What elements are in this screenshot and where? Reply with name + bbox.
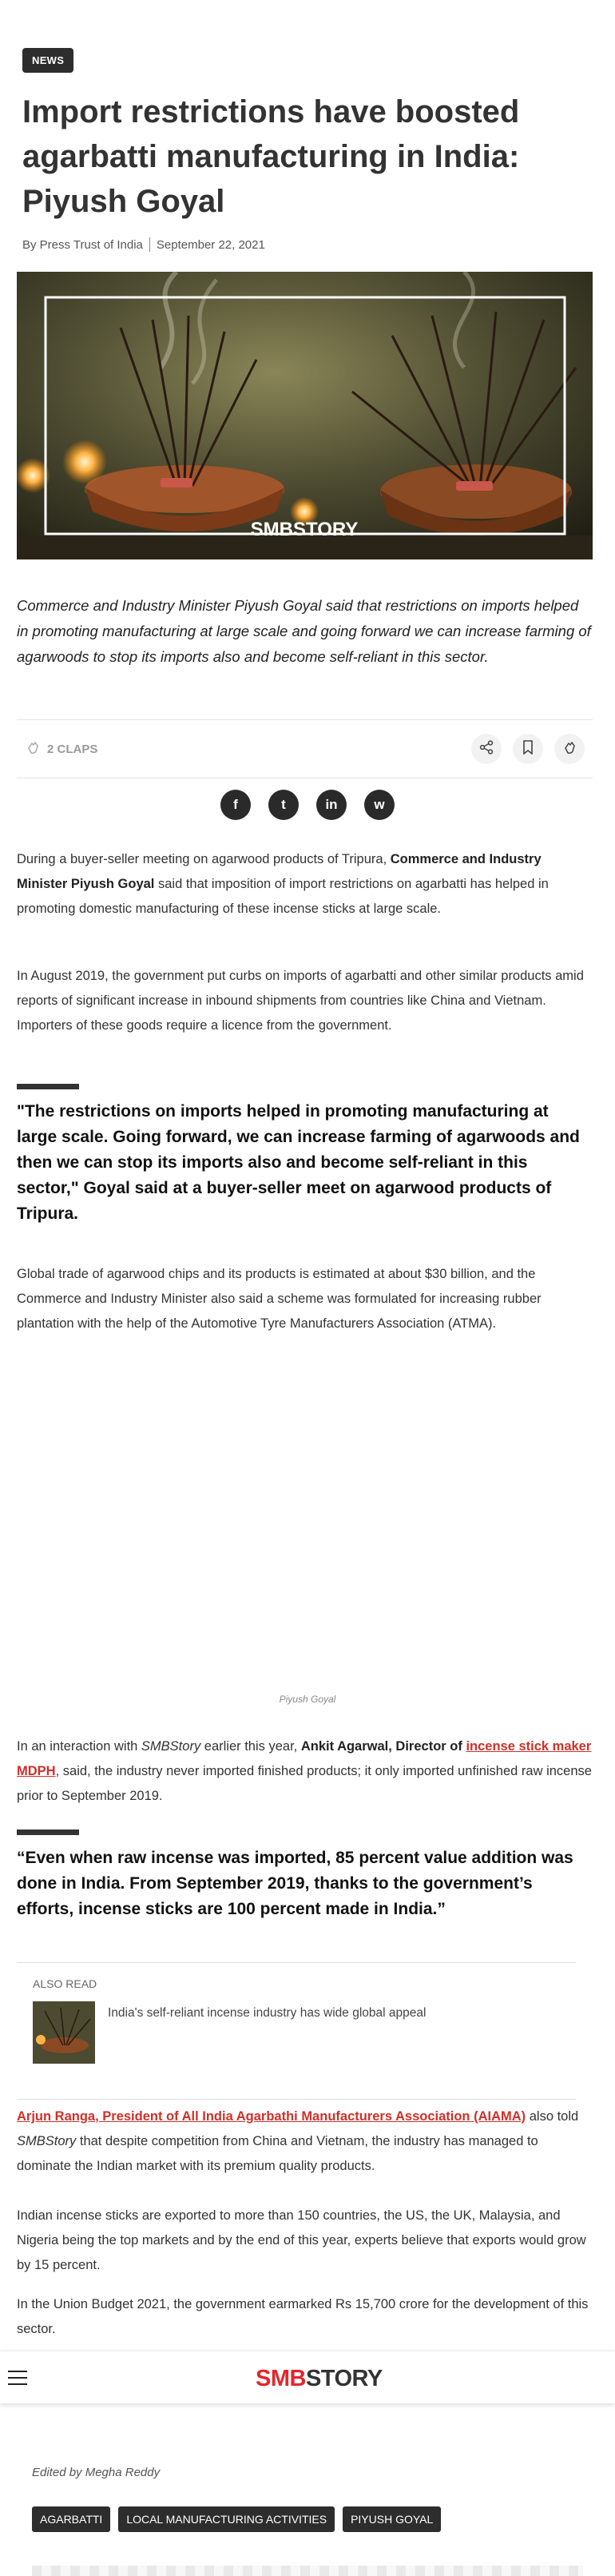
- hamburger-menu-icon[interactable]: [8, 2371, 27, 2385]
- body-paragraph-6: Indian incense sticks are exported to more than 150 countries, the US, the UK, Malaysia, and Nigeria being the top markets and by the end of this year, experts believe that exports would grow by 15 percent.: [17, 2208, 586, 2272]
- quote-divider: [17, 1084, 79, 1089]
- hero-image: [17, 272, 593, 559]
- author-name[interactable]: By Press Trust of India: [22, 237, 143, 252]
- publication-name: SMBStory: [141, 1739, 201, 1754]
- share-icon: [479, 740, 494, 758]
- social-share-row: [0, 790, 615, 820]
- person-name: Ankit Agarwal, Director of: [300, 1739, 466, 1754]
- article-lede: Commerce and Industry Minister Piyush Goyal said that restrictions on imports helped in promoting manufacturing at large scale and going forward we can increase farming of agarwoods to stop its imports also and become self-reliant in this sector.: [17, 597, 591, 665]
- also-read-thumbnail[interactable]: [33, 2001, 95, 2064]
- logo-smb: SMB: [256, 2366, 306, 2391]
- also-read-title[interactable]: India's self-reliant incense industry has wide global appeal: [108, 2006, 427, 2020]
- action-buttons: [471, 734, 585, 764]
- mdph-link[interactable]: incense stick maker MDPH: [17, 1739, 592, 1778]
- whatsapp-share-button[interactable]: [364, 790, 395, 820]
- text-run: also told: [526, 2109, 579, 2124]
- linkedin-icon: in: [325, 797, 338, 812]
- tag-piyush-goyal[interactable]: PIYUSH GOYAL: [343, 2506, 441, 2532]
- body-paragraph-5: [17, 2104, 592, 2179]
- incense-photo: [17, 272, 593, 559]
- body-paragraph-3: Global trade of agarwood chips and its products is estimated at about $30 billion, and the Commerce and Industry Minister also said a scheme was formulated for increasing rubber plantation with the help of the Automotive Tyre Manufacturers Association (ATMA).: [17, 1267, 542, 1331]
- also-read-label: ALSO READ: [33, 1977, 97, 1990]
- body-paragraph-7: In the Union Budget 2021, the government earmarked Rs 15,700 crore for the development of this sector.: [17, 2297, 589, 2336]
- publish-date: September 22, 2021: [156, 237, 265, 252]
- also-read-box: [17, 1962, 576, 2100]
- byline: [22, 237, 265, 252]
- publication-name: SMBStory: [17, 2134, 77, 2148]
- editor-credit: Edited by Megha Reddy: [32, 2466, 161, 2479]
- twitter-icon: t: [281, 797, 286, 812]
- linkedin-share-button[interactable]: [316, 790, 347, 820]
- facebook-share-button[interactable]: [220, 790, 251, 820]
- byline-divider: [149, 237, 150, 252]
- text-run: that despite competition from China and Vietnam, the industry has managed to dominate the Indian market with its premium quality products.: [17, 2134, 538, 2173]
- pull-quote-1: "The restrictions on imports helped in promoting manufacturing at large scale. Going forward, we can increase farming of agarwoods and then we can stop its imports also and become self-reliant in this sector," Goyal said at a buyer-seller meet on agarwood products of Tripura.: [17, 1102, 580, 1223]
- claps-count: [25, 739, 97, 758]
- twitter-share-button[interactable]: [268, 790, 299, 820]
- aiama-link[interactable]: Arjun Ranga, President of All India Agarbathi Manufacturers Association (AIAMA): [17, 2109, 526, 2124]
- clap-icon: [25, 739, 41, 758]
- whatsapp-icon: w: [374, 797, 385, 812]
- body-paragraph-1: [17, 847, 592, 922]
- bookmark-icon: [522, 740, 534, 758]
- footer-divider: [32, 2566, 583, 2576]
- engagement-bar: [17, 719, 593, 778]
- tag-list: [32, 2506, 441, 2532]
- text-run: , said, the industry never imported finished products; it only imported unfinished raw incense prior to September 2019.: [17, 1764, 592, 1803]
- minister-name: Commerce and Industry Minister Piyush Goyal: [17, 852, 542, 891]
- hero-watermark: SMBSTORY: [250, 519, 359, 540]
- claps-label: 2 CLAPS: [47, 742, 98, 756]
- clap-button[interactable]: [554, 734, 585, 764]
- clap-button-icon: [561, 739, 577, 759]
- pull-quote-2: “Even when raw incense was imported, 85 percent value addition was done in India. From September 2019, thanks to the government’s efforts, incense sticks are 100 percent made in India.”: [17, 1849, 573, 1918]
- quote-divider: [17, 1829, 79, 1835]
- article-title: Import restrictions have boosted agarbatti manufacturing in India: Piyush Goyal: [22, 94, 520, 219]
- logo-story: STORY: [305, 2366, 383, 2391]
- facebook-icon: f: [233, 797, 238, 812]
- category-badge[interactable]: NEWS: [22, 48, 73, 73]
- site-logo[interactable]: [256, 2366, 383, 2392]
- text-run: During a buyer-seller meeting on agarwood products of Tripura,: [17, 852, 391, 866]
- bookmark-button[interactable]: [513, 734, 543, 764]
- also-read-item[interactable]: [33, 2001, 560, 2064]
- image-caption: Piyush Goyal: [279, 1694, 336, 1705]
- tag-local-manufacturing[interactable]: LOCAL MANUFACTURING ACTIVITIES: [118, 2506, 335, 2532]
- text-run: In an interaction with: [17, 1739, 141, 1754]
- body-paragraph-2: In August 2019, the government put curbs on imports of agarbatti and other similar products amid reports of significant increase in inbound shipments from countries like China and Vietnam. Importers of these goods require a licence from the government.: [17, 969, 584, 1033]
- text-run: earlier this year,: [200, 1739, 301, 1754]
- tag-agarbatti[interactable]: AGARBATTI: [32, 2506, 110, 2532]
- share-button[interactable]: [471, 734, 502, 764]
- sticky-header: [0, 2351, 615, 2403]
- text-run: said that imposition of import restrictions on agarbatti has helped in promoting domestic manufacturing of these incense sticks at large scale.: [17, 877, 549, 916]
- body-paragraph-4: [17, 1734, 592, 1809]
